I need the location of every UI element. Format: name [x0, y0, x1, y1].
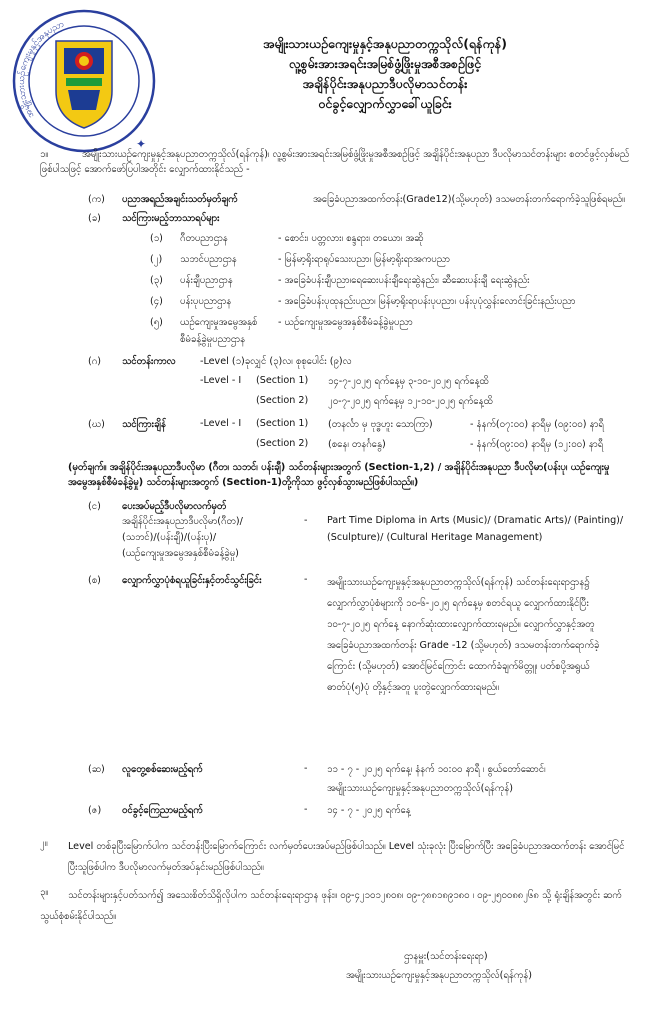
subject-2-desc: - မြန်မာ့ရိုးရာရုပ်သေးပညာ၊ မြန်မာ့ရိုးရာအကပညာ: [278, 254, 450, 265]
item-ng-value2: (Sculpture)/ (Cultural Heritage Management): [327, 532, 543, 543]
item-gh-marker: (ဃ): [88, 419, 105, 430]
item-z-label: ဝင်ခွင့်ကြေညာမည့်ရက်: [122, 805, 203, 816]
intro-number: ၁။: [40, 149, 49, 160]
time-2-section: (Section 2): [256, 438, 309, 449]
time-2-hours: - နံနက်(၀၉:၀၀) နာရီမှ (၁၂:၀၀) နာရီ: [470, 439, 604, 450]
header-line-4: ဝင်ခွင့်လျှောက်လွှာခေါ်ယူခြင်း: [318, 96, 452, 111]
subject-3-desc: - အခြေခံပန်းချီပညာ၊ရေဆေးပန်းချီရေးဆွဲနည်း၊ ဆီဆေးပန်းချီ ရေးဆွဲနည်း: [278, 275, 530, 286]
intro-text: အမျိုးသားယဉ်ကျေးမှုနှင့်အနုပညာတက္ကသိုလ်(ရန်ကုန်)၊ လူ့စွမ်းအားအရင်းအမြစ်ဖွံ့ဖြိုးမှုအစီအစဉ်ဖြင့် အချိန်ပိုင်းအနုပညာ ဒီပလိုမာသင်တန်းများ စတင်ဖွင့်လှစ်မည်ဖြစ်ပါသဖြင့် အောက်ဖော်ပြပါအတိုင်း လျှောက်ထားနိုင်သည် -: [40, 149, 630, 175]
item-ng-value1: Part Time Diploma in Arts (Music)/ (Dramatic Arts)/ (Painting)/: [327, 515, 624, 526]
item-ng-sub3: (ယဉ်ကျေးမှုအမွေအနှစ်စီမံခန့်ခွဲမှု): [122, 548, 239, 559]
item-ng-dash: -: [304, 515, 308, 526]
item-hs-value2: အမျိုးသားယဉ်ကျေးမှုနှင့်အနုပညာတက္ကသိုလ်(ရန်ကုန်): [327, 783, 513, 794]
item-gh-label: သင်ကြားချိန်: [122, 419, 166, 430]
item-kh-marker: (ခ): [88, 213, 101, 224]
signature-title: ဌာနမှူး(သင်တန်းရေးရာ): [404, 951, 488, 962]
item-k-label: ပညာအရည်အချင်းသတ်မှတ်ချက်: [122, 194, 238, 205]
header-line-2: လူ့စွမ်းအားအရင်းအမြစ်ဖွံ့ဖြိုးမှုအစီအစဉ်ဖြင့်: [288, 56, 482, 71]
item-z-dash: -: [304, 804, 308, 815]
item-ng-sub1: အချိန်ပိုင်းအနုပညာဒီပလိုမာ(ဂီတ)/: [122, 516, 243, 527]
period-1-dates: ၁၄-၇-၂၀၂၅ ရက်နေ့မှ ၃-၁၀-၂၀၂၅ ရက်နေ့ထိ: [328, 376, 489, 387]
subject-5-num: (၅): [150, 317, 163, 328]
subject-5-name-line2: စီမံခန့်ခွဲမှုပညာဌာန: [180, 334, 246, 345]
para3-number: ၃။: [40, 887, 49, 898]
item-s-marker: (စ): [88, 575, 101, 586]
subject-5-name: ယဉ်ကျေးမှုအမွေအနှစ်: [180, 317, 258, 328]
period-2-section: (Section 2): [256, 395, 309, 406]
subject-3-name: ပန်းချီပညာဌာန: [180, 275, 233, 286]
item-hs-dash: -: [304, 763, 308, 774]
time-1-days: (တနင်္လာ မှ ဗုဒ္ဓဟူး သောကြာ): [328, 419, 433, 430]
item-z-value: ၁၄ - ၇ - ၂၀၂၅ ရက်နေ့: [327, 805, 411, 816]
item-ng-marker: (င): [88, 501, 101, 512]
subject-4-desc: - အခြေခံပန်းပုထုနည်းပညာ၊ မြန်မာ့ရိုးရာပန်းပုပညာ၊ ပန်းပုပုံလွှန်းလောင်းခြင်းနည်းပညာ: [278, 296, 576, 307]
item-s-dash: -: [304, 574, 308, 585]
para2-text: Level တစ်ခုပြီးမြောက်ပါက သင်တန်းပြီးမြောက်ကြောင်း လက်မှတ်ပေးအပ်မည်ဖြစ်ပါသည်။ Level သုံးခုလုံး ပြီးမြောက်ပြီး အခြေခံပညာအထက်တန်း အောင်မြင်ပြီးသူဖြစ်ပါက ဒီပလိုမာလက်မှတ်အပ်နှင်းမည်ဖြစ်ပါသည်။: [68, 841, 625, 873]
item-kh-label: သင်ကြားမည့်ဘာသာရပ်များ: [122, 213, 220, 224]
item-s-text: အမျိုးသားယဉ်ကျေးမှုနှင့်အနုပညာတက္ကသိုလ်(ရန်ကုန်) သင်တန်းရေးရာဌာန၌ လျှောက်လွှာပုံစံများကို ၁၀-၆-၂၀၂၅ ရက်နေ့မှ စတင်ရယူ လျှောက်ထားနိုင်ပြီး ၁၀-၇-၂၀၂၅ ရက်နေ့ နောက်ဆုံးထားလျှောက်ထားရမည်။ လျှောက်လွှာနှင့်အတူ အခြေခံပညာအထက်တန်း Grade -12 (သို့မဟုတ်) ဒသမတန်းတက်ရောက်ခဲ့ကြောင်း (သို့မဟုတ်) အောင်မြင်ကြောင်း ထောက်ခံချက်မိတ္တူ၊ ပတ်စပို့အရွယ် ဓာတ်ပုံ(၅)ပုံ တို့နှင့်အတူ ပူးတွဲလျှောက်ထားရမည်။: [327, 577, 600, 693]
item-hs-value1: ၁၁ - ၇ - ၂၀၂၅ ရက်နေ့၊ နံနက် ၁၀:၀၀ နာရီ ၊ စွယ်တော်ဆောင်၊: [327, 764, 546, 775]
period-1-section: (Section 1): [256, 375, 309, 386]
subject-4-num: (၄): [150, 296, 163, 307]
time-1-section: (Section 1): [256, 418, 309, 429]
item-g-marker: (ဂ): [88, 356, 101, 367]
subject-5-desc: - ယဉ်ကျေးမှုအမွေအနှစ်စီမံခန့်ခွဲမှုပညာ: [278, 317, 413, 328]
header-line-3: အချိန်ပိုင်းအနုပညာဒီပလိုမာသင်တန်း: [302, 76, 468, 91]
university-seal-logo: [4, 6, 164, 156]
period-1-level: -Level - I: [200, 375, 242, 386]
svg-text:အမျိုးသားယဉ်ကျေးမှုနှင့်အနုပညာ: အမျိုးသားယဉ်ကျေးမှုနှင့်အနုပညာ: [16, 19, 66, 120]
item-hs-marker: (ဆ): [88, 764, 105, 775]
item-hs-label: လူတွေ့စစ်ဆေးမည့်ရက်: [122, 764, 203, 775]
subject-1-num: (၁): [150, 233, 163, 244]
para3-text: သင်တန်းများနှင့်ပတ်သက်၍ အသေးစိတ်သိရှိလိုပါက သင်တန်းရေးရာဌာန ဖုန်း။ ၀၉-၄၂၁၀၁၂၈၀၈၊ ၀၉-၇၈၈၁၈၉၁၈၀ ၊ ၀၉-၂၅၀၀၈၈၂၆၈ သို့ ရုံးချိန်အတွင်း ဆက်သွယ်စုံစမ်းနိုင်ပါသည်။: [40, 890, 622, 922]
item-k-marker: (က): [88, 194, 105, 205]
para2-number: ၂။: [40, 838, 48, 849]
item-g-label: သင်တန်းကာလ: [122, 356, 176, 367]
time-1-level: -Level - I: [200, 418, 242, 429]
svg-text:✦: ✦: [136, 137, 147, 151]
subject-3-num: (၃): [150, 275, 163, 286]
header-line-1: အမျိုးသားယဉ်ကျေးမှုနှင့်အနုပညာတက္ကသိုလ်(ရန်ကုန်): [263, 36, 507, 51]
item-k-value: အခြေခံပညာအထက်တန်း(Grade12)(သို့မဟုတ်) ဒသမတန်းတက်ရောက်ခဲ့သူဖြစ်ရမည်။: [313, 194, 626, 205]
item-ng-sub2: (သဘင်)/(ပန်းချီ)/(ပန်းပု)/: [122, 532, 217, 543]
item-z-marker: (ဇ): [88, 805, 102, 816]
subject-4-name: ပန်းပုပညာဌာန: [180, 296, 232, 307]
signature-org: အမျိုးသားယဉ်ကျေးမှုနှင့်အနုပညာတက္ကသိုလ်(ရန်ကုန်): [346, 970, 532, 981]
subject-1-desc: - စောင်း၊ ပတ္တလား၊ စန္ဒရား၊ တယော၊ အဆို: [278, 233, 424, 244]
period-2-dates: ၂၀-၇-၂၀၂၅ ရက်နေ့မှ ၁၂-၁၀-၂၀၂၅ ရက်နေ့ထိ: [328, 396, 493, 407]
subject-2-name: သဘင်ပညာဌာန: [180, 254, 237, 265]
note-text: (မှတ်ချက်။ အချိန်ပိုင်းအနုပညာဒီပလိုမာ (ဂီတ၊ သဘင်၊ ပန်းချီ) သင်တန်းများအတွက် (Section-1,2) / အချိန်ပိုင်းအနုပညာ ဒီပလိုမာ(ပန်းပု၊ ယဉ်ကျေးမှုအမွေအနှစ်စီမံခန့်ခွဲမှု) သင်တန်းများအတွက် (Section-1)တို့ကိုသာ ဖွင့်လှစ်သွားမည်ဖြစ်ပါသည်။): [68, 462, 610, 488]
item-s-label: လျှောက်လွှာပုံစံရယူခြင်းနှင့်တင်သွင်းခြင်း: [122, 575, 262, 586]
item-g-level-line: -Level (၁)ခုလျှင် (၃)လ၊ စုစုပေါင်း (၉)လ: [200, 356, 352, 367]
time-2-days: (စနေ၊ တနင်္ဂနွေ): [328, 439, 386, 450]
subject-1-name: ဂီတပညာဌာန: [180, 233, 228, 244]
item-ng-label: ပေးအပ်မည့်ဒီပလိုမာလက်မှတ်: [122, 501, 227, 512]
subject-2-num: (၂): [150, 254, 163, 265]
time-1-hours: - နံနက်(၀၇:၀၀) နာရီမှ (၀၉:၀၀) နာရီ: [470, 419, 604, 430]
